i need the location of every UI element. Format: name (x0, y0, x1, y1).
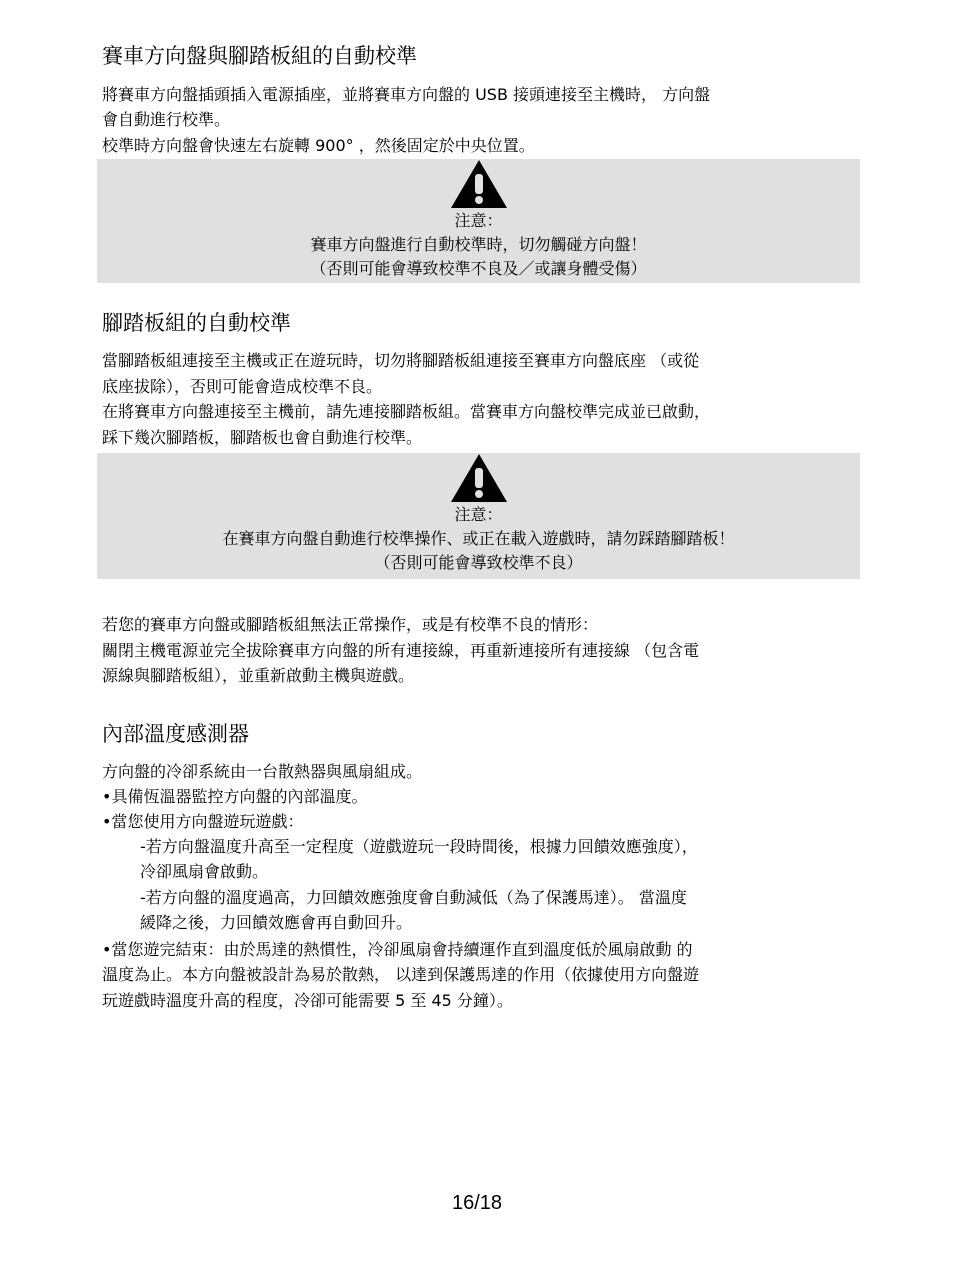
page-number: 16/18 (451, 1192, 503, 1214)
notice-text: 賽車方向盤進行自動校準時，切勿觸碰方向盤！ (310, 235, 647, 254)
notice-subtext: （否則可能會導致校準不良） (374, 553, 583, 572)
paragraph-line: 溫度為止。本方向盤被設計為易於散熱， 以達到保護馬達的作用（依據使用方向盤遊 (102, 965, 700, 984)
paragraph-line: 關閉主機電源並完全拔除賽車方向盤的所有連接線，再重新連接所有連接線 （包含電 (102, 641, 700, 660)
paragraph-line: 若您的賽車方向盤或腳踏板組無法正常操作，或是有校準不良的情形： (102, 615, 599, 634)
sub-bullet-item: -若方向盤的溫度過高，力回饋效應強度會自動減低（為了保護馬達）。 當溫度 (140, 888, 687, 907)
notice-subtext: （否則可能會導致校準不良及／或讓身體受傷） (310, 259, 647, 278)
paragraph-line: 在將賽車方向盤連接至主機前，請先連接腳踏板組。當賽車方向盤校準完成並已啟動， (102, 402, 711, 421)
section-heading-temperature-sensor: 內部溫度感測器 (102, 722, 249, 746)
sub-bullet-item: 冷卻風扇會啟動。 (140, 862, 269, 881)
paragraph-line: 踩下幾次腳踏板，腳踏板也會自動進行校準。 (102, 428, 423, 447)
section-heading-pedal-calibration: 腳踏板組的自動校準 (102, 311, 291, 335)
sub-bullet-item: 緩降之後，力回饋效應會再自動回升。 (140, 913, 413, 932)
notice-text: 在賽車方向盤自動進行校準操作、或正在載入遊戲時，請勿踩踏腳踏板！ (222, 529, 735, 548)
section-heading-wheel-pedal-calibration: 賽車方向盤與腳踏板組的自動校準 (102, 44, 417, 68)
bullet-item: •當您使用方向盤遊玩遊戲： (102, 812, 304, 831)
paragraph-line: 當腳踏板組連接至主機或正在遊玩時，切勿將腳踏板組連接至賽車方向盤底座 （或從 (102, 351, 700, 370)
paragraph-line: 校準時方向盤會快速左右旋轉 900° ，然後固定於中央位置。 (102, 136, 535, 155)
paragraph-line: 玩遊戲時溫度升高的程度，冷卻可能需要 5 至 45 分鐘）。 (102, 991, 513, 1010)
sub-bullet-item: -若方向盤溫度升高至一定程度（遊戲遊玩一段時間後，根據力回饋效應強度）， (140, 837, 698, 856)
paragraph-line: 會自動進行校準。 (102, 110, 231, 129)
warning-triangle-icon (450, 453, 508, 503)
paragraph-line: 方向盤的冷卻系統由一台散熱器與風扇組成。 (102, 762, 423, 781)
bullet-item: •具備恆溫器監控方向盤的內部溫度。 (102, 787, 368, 806)
notice-box-wheel (97, 159, 860, 283)
warning-triangle-icon (450, 159, 508, 209)
bullet-item: •當您遊完結束：由於馬達的熱慣性，冷卻風扇會持續運作直到溫度低於風扇啟動 的 (102, 940, 693, 959)
notice-label: 注意： (454, 505, 503, 524)
notice-label: 注意： (454, 211, 503, 230)
paragraph-line: 底座拔除），否則可能會造成校準不良。 (102, 377, 383, 396)
paragraph-line: 源線與腳踏板組），並重新啟動主機與遊戲。 (102, 666, 415, 685)
notice-box-pedal (97, 453, 860, 579)
paragraph-line: 將賽車方向盤插頭插入電源插座，並將賽車方向盤的 USB 接頭連接至主機時， 方向盤 (102, 85, 711, 104)
